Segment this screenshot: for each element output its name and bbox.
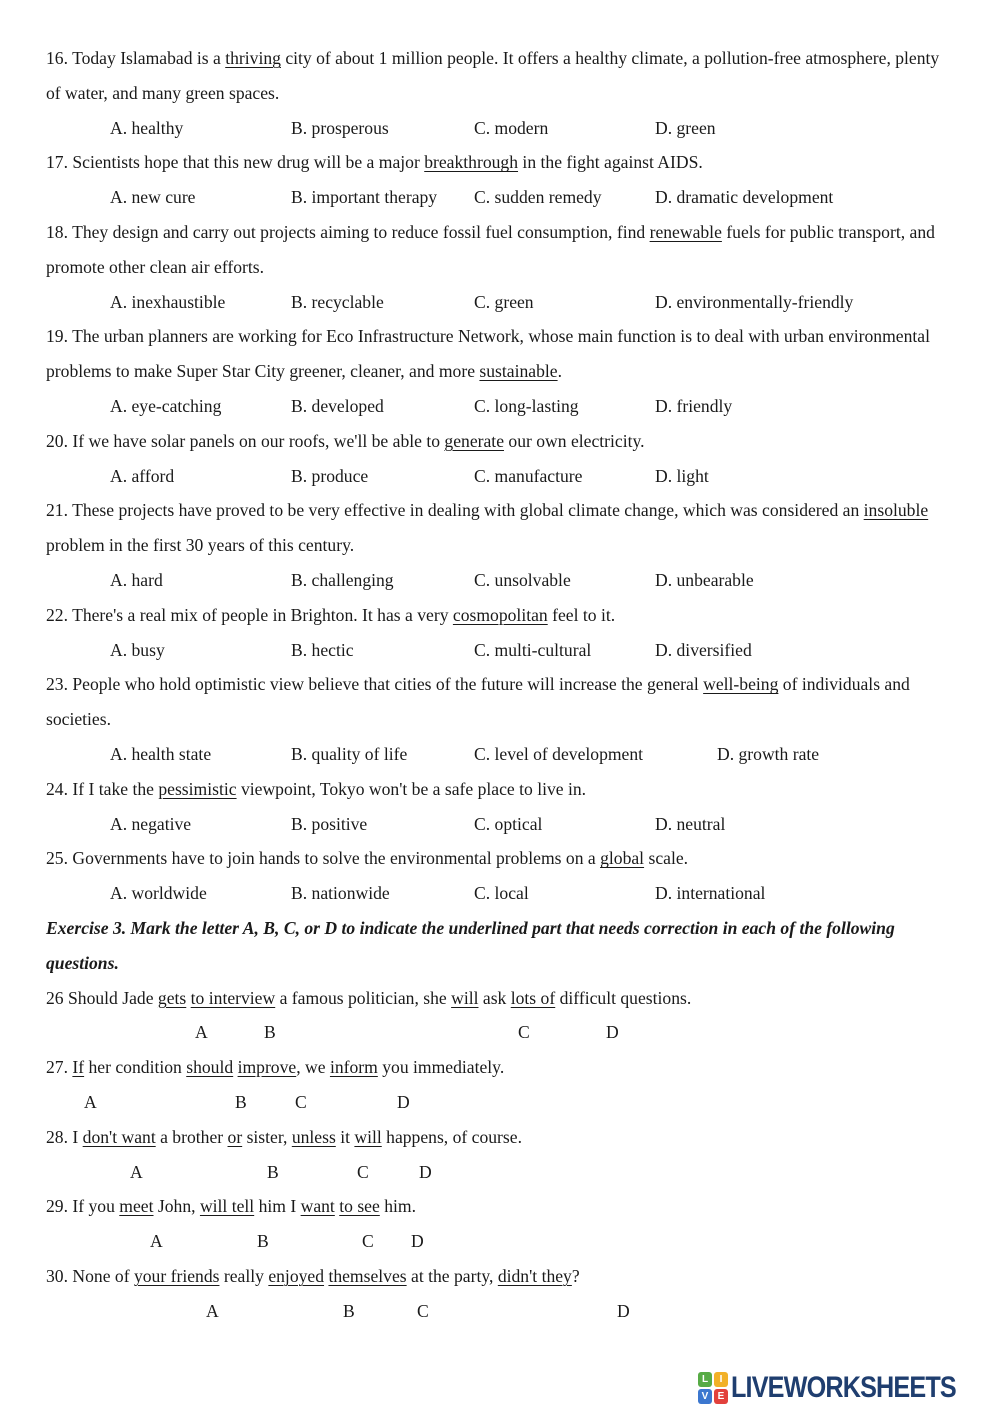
text-run-q25: scale. [644, 848, 689, 869]
option-25-d[interactable]: D. international [655, 883, 766, 904]
text-run-q29: him. [379, 1196, 416, 1217]
letter-marker-30-b[interactable]: B [343, 1300, 355, 1321]
text-run-q26: 26 Should Jade [46, 987, 158, 1008]
text-run-q25: 25. Governments have to join hands to solve the environmental problems on a [46, 848, 601, 869]
opt-row-row [46, 389, 954, 424]
text-run-q30: at the party, [406, 1265, 498, 1286]
opt-row-row [46, 459, 954, 494]
text-run-q22: feel to it. [547, 604, 616, 625]
option-22-c[interactable]: C. multi-cultural [474, 639, 592, 660]
text-run-q17: 17. Scientists hope that this new drug will be a major [46, 152, 425, 173]
opt-row-row [46, 633, 954, 668]
underlined-term-q16: thriving [225, 48, 281, 68]
option-17-b[interactable]: B. important therapy [291, 187, 438, 208]
correction-questions-section [46, 981, 954, 1329]
question-text-24 [46, 772, 954, 807]
underlined-term-q28: or [227, 1126, 243, 1147]
option-25-a[interactable]: A. worldwide [110, 883, 207, 904]
question-text-23 [46, 667, 954, 737]
underlined-term-q30: didn't they [497, 1265, 572, 1286]
underlined-term-q28: will [354, 1126, 382, 1147]
letter-marker-27-c[interactable]: C [295, 1091, 307, 1112]
option-19-b[interactable]: B. developed [291, 395, 384, 416]
underlined-term-q26: gets [157, 987, 187, 1008]
opt-row-row [46, 807, 954, 842]
question-text-29 [46, 1189, 954, 1224]
option-22-b[interactable]: B. hectic [291, 639, 354, 660]
text-run-q27: you immediately. [377, 1057, 505, 1078]
letters-row-row [46, 1015, 954, 1050]
question-text-22 [46, 598, 954, 633]
option-19-c[interactable]: C. long-lasting [474, 395, 579, 416]
letter-marker-26-a[interactable]: A [195, 1022, 208, 1043]
underlined-term-q28: unless [291, 1126, 336, 1147]
text-run-q24: 24. If I take the [46, 778, 159, 799]
text-run-q28: 28. I [46, 1126, 83, 1147]
question-block-16 [46, 41, 954, 145]
text-run-q27: her condition [84, 1057, 187, 1078]
underlined-term-q27: If [72, 1057, 85, 1078]
underlined-term-q29: meet [119, 1196, 154, 1217]
text-run-q28: happens, of course. [381, 1126, 522, 1147]
option-18-b[interactable]: B. recyclable [291, 291, 384, 312]
letter-marker-29-b[interactable]: B [257, 1231, 269, 1252]
logo-tile-l: L [698, 1372, 712, 1387]
opt-row-row [46, 876, 954, 911]
letter-marker-30-d[interactable]: D [617, 1300, 630, 1321]
underlined-term-q26: lots of [510, 987, 556, 1008]
underlined-term-q27: inform [329, 1057, 378, 1078]
option-18-d[interactable]: D. environmentally-friendly [655, 291, 854, 312]
letter-marker-27-d[interactable]: D [397, 1091, 410, 1112]
question-text-27 [46, 1050, 954, 1085]
option-20-d[interactable]: D. light [655, 465, 709, 486]
option-19-d[interactable]: D. friendly [655, 395, 733, 416]
text-run-q30: 30. None of [46, 1265, 134, 1286]
logo-tile-e: E [714, 1389, 728, 1404]
underlined-term-q22: cosmopolitan [452, 604, 548, 625]
option-22-a[interactable]: A. busy [110, 639, 165, 660]
option-16-c[interactable]: C. modern [474, 117, 549, 138]
letter-marker-26-c[interactable]: C [518, 1022, 530, 1043]
question-text-28 [46, 1120, 954, 1155]
option-16-b[interactable]: B. prosperous [291, 117, 389, 138]
letter-marker-27-b[interactable]: B [235, 1091, 247, 1112]
underlined-term-q18: renewable [649, 221, 722, 242]
question-text-18 [46, 215, 954, 285]
question-text-21 [46, 493, 954, 563]
text-run-q27: , we [296, 1057, 330, 1078]
underlined-term-q19: sustainable [479, 361, 558, 382]
option-24-d[interactable]: D. neutral [655, 813, 726, 834]
underlined-term-q23: well-being [703, 674, 779, 695]
question-block-27 [46, 1050, 954, 1120]
letter-marker-27-a[interactable]: A [84, 1091, 97, 1112]
letter-marker-28-c[interactable]: C [357, 1161, 369, 1182]
letters-row-row [46, 1294, 954, 1329]
question-block-20 [46, 424, 954, 494]
text-run-q20: our own electricity. [504, 430, 645, 451]
option-24-c[interactable]: C. optical [474, 813, 543, 834]
option-24-a[interactable]: A. negative [110, 813, 192, 834]
question-block-23 [46, 667, 954, 771]
opt-row-row [46, 285, 954, 320]
option-23-a[interactable]: A. health state [110, 743, 212, 764]
text-run-q27: 27. [46, 1057, 73, 1078]
text-run-q23: of individuals and societies. [46, 674, 910, 730]
text-run-q26: a famous politician, she [275, 987, 452, 1008]
underlined-term-q30: enjoyed [268, 1265, 325, 1286]
letters-row-row [46, 1224, 954, 1259]
question-block-21 [46, 493, 954, 597]
question-block-22 [46, 598, 954, 668]
question-block-25 [46, 841, 954, 911]
question-text-26 [46, 981, 954, 1016]
question-text-19 [46, 319, 954, 389]
text-run-q18: 18. They design and carry out projects aiming to reduce fossil fuel consumption, find [46, 221, 650, 242]
text-run-q20: 20. If we have solar panels on our roofs, we'll be able to [46, 430, 445, 451]
letter-marker-29-c[interactable]: C [362, 1231, 374, 1252]
letter-marker-29-d[interactable]: D [411, 1231, 424, 1252]
text-run-q26: difficult questions. [555, 987, 692, 1008]
option-17-a[interactable]: A. new cure [110, 187, 196, 208]
question-text-17 [46, 145, 954, 180]
underlined-term-q21: insoluble [863, 500, 929, 521]
question-text-20 [46, 424, 954, 459]
underlined-term-q29: will tell [199, 1196, 255, 1217]
underlined-term-q28: don't want [82, 1126, 156, 1147]
option-21-a[interactable]: A. hard [110, 569, 163, 590]
option-25-c[interactable]: C. local [474, 883, 529, 904]
option-18-a[interactable]: A. inexhaustible [110, 291, 226, 312]
question-text-30 [46, 1259, 954, 1294]
text-run-q16: 16. Today Islamabad is a [46, 48, 226, 68]
text-run-q28: sister, [242, 1126, 292, 1147]
logo-tile-i: I [714, 1372, 728, 1387]
question-text-25 [46, 841, 954, 876]
option-21-d[interactable]: D. unbearable [655, 569, 754, 590]
opt-row-row [46, 180, 954, 215]
exercise3-heading: Exercise 3. Mark the letter A, B, C, or D to indicate the underlined part that needs correction in each of the following questions. [46, 917, 895, 973]
letter-marker-29-a[interactable]: A [150, 1231, 163, 1252]
liveworksheets-wordmark: LIVEWORKSHEETS [731, 1371, 956, 1404]
underlined-term-q27: should [186, 1057, 234, 1078]
option-16-d[interactable]: D. green [655, 117, 716, 138]
option-20-c[interactable]: C. manufacture [474, 465, 583, 486]
vocabulary-questions-section [46, 41, 954, 911]
option-21-b[interactable]: B. challenging [291, 569, 394, 590]
option-18-c[interactable]: C. green [474, 291, 534, 312]
text-run-q18: fuels for public transport, and promote other clean air efforts. [46, 221, 935, 277]
underlined-term-q26: will [451, 987, 479, 1008]
text-run-q29: John, [153, 1196, 200, 1217]
underlined-term-q25: global [600, 848, 645, 869]
option-22-d[interactable]: D. diversified [655, 639, 752, 660]
letters-row-row [46, 1155, 954, 1190]
text-run-q16: city of about 1 million people. It offers a healthy climate, a pollution-free atmosphere, plenty of water, and many green spaces. [46, 48, 940, 103]
question-text-16 [46, 41, 954, 111]
question-block-24 [46, 772, 954, 842]
text-run-q28: it [335, 1126, 355, 1147]
liveworksheets-tiles-icon [698, 1372, 728, 1404]
underlined-term-q27: improve [237, 1057, 297, 1078]
option-20-b[interactable]: B. produce [291, 465, 369, 486]
opt-row-row [46, 737, 954, 772]
text-run-q28: a brother [155, 1126, 228, 1147]
option-16-a[interactable]: A. healthy [110, 117, 184, 138]
option-25-b[interactable]: B. nationwide [291, 883, 390, 904]
text-run-q30: ? [571, 1265, 580, 1286]
text-run-q22: 22. There's a real mix of people in Brighton. It has a very [46, 604, 453, 625]
text-run-q30: really [219, 1265, 269, 1286]
underlined-term-q24: pessimistic [158, 778, 237, 799]
underlined-term-q30: themselves [328, 1265, 407, 1286]
question-block-30 [46, 1259, 954, 1329]
option-21-c[interactable]: C. unsolvable [474, 569, 571, 590]
letter-marker-30-c[interactable]: C [417, 1300, 429, 1321]
letters-row-row [46, 1085, 954, 1120]
question-block-29 [46, 1189, 954, 1259]
liveworksheets-logo[interactable] [698, 1372, 999, 1404]
question-block-28 [46, 1120, 954, 1190]
option-24-b[interactable]: B. positive [291, 813, 368, 834]
text-run-q24: viewpoint, Tokyo won't be a safe place to live in. [236, 778, 587, 799]
question-block-18 [46, 215, 954, 319]
opt-row-row [46, 111, 954, 146]
option-23-d[interactable]: D. growth rate [717, 743, 820, 764]
option-23-b[interactable]: B. quality of life [291, 743, 408, 764]
underlined-term-q26: to interview [190, 987, 276, 1008]
option-19-a[interactable]: A. eye-catching [110, 395, 222, 416]
letter-marker-26-b[interactable]: B [264, 1022, 276, 1043]
underlined-term-q20: generate [444, 430, 504, 451]
option-17-c[interactable]: C. sudden remedy [474, 187, 602, 208]
logo-tile-v: V [698, 1389, 712, 1404]
text-run-q29: him I [254, 1196, 301, 1217]
option-17-d[interactable]: D. dramatic development [655, 187, 834, 208]
letter-marker-28-b[interactable]: B [267, 1161, 279, 1182]
text-run-q21: 21. These projects have proved to be very effective in dealing with global climate change, which was considered an [46, 500, 864, 521]
letter-marker-28-a[interactable]: A [130, 1161, 143, 1182]
letter-marker-28-d[interactable]: D [419, 1161, 432, 1182]
underlined-term-q30: your friends [133, 1265, 220, 1286]
text-run-q19: 19. The urban planners are working for Eco Infrastructure Network, whose main function is to deal with urban environmental problems to make Super Star City greener, cleaner, and more [46, 326, 930, 382]
text-run-q21: problem in the first 30 years of this century. [46, 535, 355, 556]
letter-marker-30-a[interactable]: A [206, 1300, 219, 1321]
question-block-19 [46, 319, 954, 423]
question-block-17 [46, 145, 954, 215]
opt-row-row [46, 563, 954, 598]
underlined-term-q29: want [300, 1196, 335, 1217]
text-run-q17: in the fight against AIDS. [518, 152, 703, 173]
text-run-q29: 29. If you [46, 1196, 120, 1217]
option-20-a[interactable]: A. afford [110, 465, 175, 486]
text-run-q23: 23. People who hold optimistic view believe that cities of the future will increase the general [46, 674, 704, 695]
underlined-term-q17: breakthrough [424, 152, 519, 173]
question-block-26 [46, 981, 954, 1051]
letter-marker-26-d[interactable]: D [606, 1022, 619, 1043]
text-run-q19: . [557, 361, 562, 382]
option-23-c[interactable]: C. level of development [474, 743, 644, 764]
underlined-term-q29: to see [339, 1196, 380, 1217]
text-run-q26: ask [478, 987, 511, 1008]
